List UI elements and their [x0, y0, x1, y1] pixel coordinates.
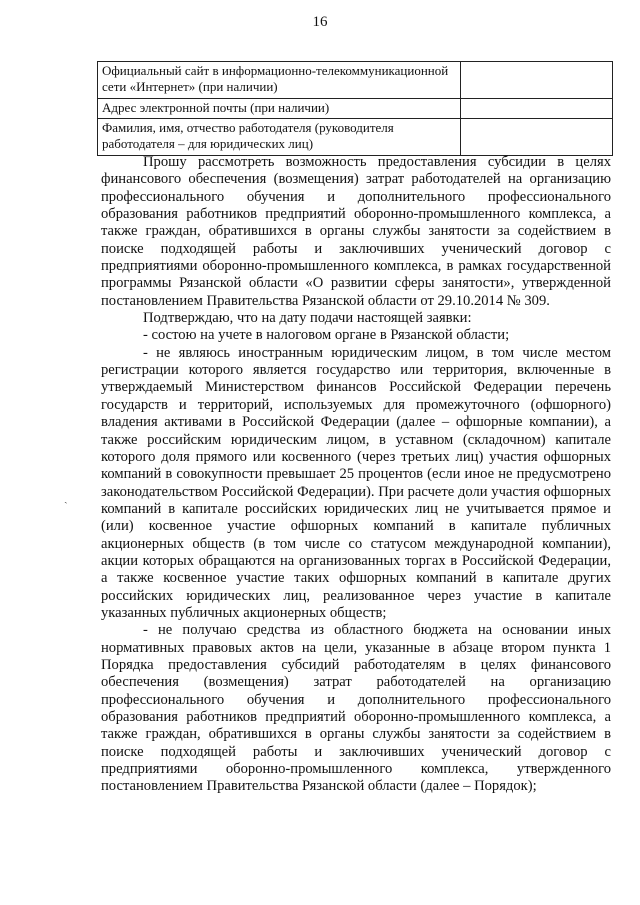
list-item: - не являюсь иностранным юридическим лицом, в том числе местом регистрации которого является государство или территория, включенные в утверждаемый Министерством финансов Российской Федерации перечень государств и территорий, используемых для промежуточного (офшорного) владения активами в Российской Федерации (далее – офшорные компании), а также российским юридическим лицом, в уставном (складочном) капитале которого доля прямого или косвенного (через третьих лиц) участия офшорных компаний в совокупности превышает 25 процентов (если иное не предусмотрено законодательством Российской Федерации). При расчете доли участия офшорных компаний в капитале российских юридических лиц не учитывается прямое и (или) косвенное участие офшорных компаний в капитале публичных акционерных обществ (в том числе со статусом международной компании), акции которых обращаются на организованных торгах в Российской Федерации, а также косвенное участие таких офшорных компаний в капитале других российских юридических лиц, реализованное через участие в капитале указанных публичных акционерных обществ; [101, 344, 611, 621]
table-cell-value [461, 62, 613, 99]
document-body [101, 154, 611, 796]
table-cell-label: Фамилия, имя, отчество работодателя (руководителя работодателя – для юридических лиц) [98, 119, 461, 156]
table-row [98, 99, 613, 119]
request-paragraph: Прошу рассмотреть возможность предоставления субсидии в целях финансового обеспечения (возмещения) затрат работодателей на организацию профессионального обучения и дополнительного профессионального образования работников предприятий оборонно-промышленного комплекса, а также граждан, обратившихся в органы службы занятости за содействием в поиске подходящей работы и заключивших ученический договор с предприятиями оборонно-промышленного комплекса, в рамках государственной программы Рязанской области «О развитии сферы занятости», утвержденной постановлением Правительства Рязанской области от 29.10.2014 № 309. [101, 154, 611, 309]
page-number: 16 [312, 14, 328, 30]
list-item: - не получаю средства из областного бюджета на основании иных нормативных правовых актов на цели, указанные в абзаце втором пункта 1 Порядка предоставления субсидий работодателям в целях финансового обеспечения (возмещения) затрат работодателей на организацию профессионального обучения и дополнительного профессионального образования работников предприятий оборонно-промышленного комплекса, а также граждан, обратившихся в органы службы занятости за содействием в поиске подходящей работы и заключивших ученический договор с предприятиями оборонно-промышленного комплекса, утвержденного постановлением Правительства Рязанской области (далее – Порядок); [101, 622, 611, 795]
table-row [98, 62, 613, 99]
applicant-info-table [97, 61, 613, 156]
table-cell-value [461, 99, 613, 119]
table-row [98, 119, 613, 156]
margin-scan-mark: ˏ [64, 492, 68, 504]
table-cell-label: Официальный сайт в информационно-телекоммуникационной сети «Интернет» (при наличии) [98, 62, 461, 99]
table-cell-value [461, 119, 613, 156]
confirmation-intro: Подтверждаю, что на дату подачи настоящей заявки: [143, 310, 472, 327]
table-cell-label: Адрес электронной почты (при наличии) [98, 99, 461, 119]
list-item: - состою на учете в налоговом органе в Рязанской области; [143, 327, 510, 344]
